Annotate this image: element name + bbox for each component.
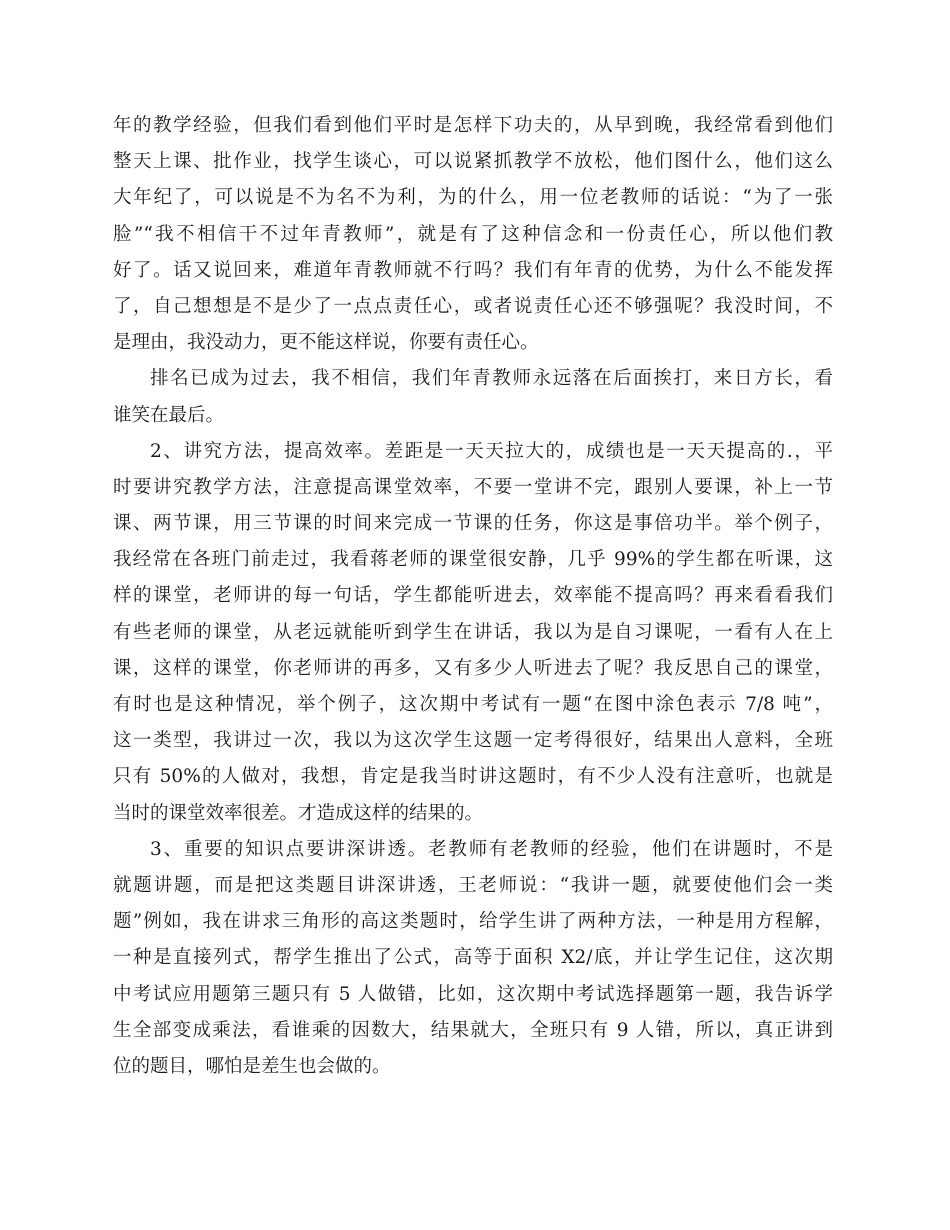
text-line: 样的课堂，老师讲的每一句话，学生都能听进去，效率能不提高吗？再来看看我们: [113, 585, 833, 607]
text-line: 这一类型，我讲过一次，我以为这次学生这题一定考得很好，结果出人意料，全班: [113, 730, 833, 752]
text-line: 大年纪了，可以说是不为名不为利，为的什么，用一位老教师的话说：“为了一张: [113, 187, 833, 209]
text-line: 中考试应用题第三题只有 5 人做错，比如，这次期中考试选择题第一题，我告诉学: [113, 983, 833, 1005]
text-line: 2、讲究方法，提高效率。差距是一天天拉大的，成绩也是一天天提高的.，平: [150, 440, 833, 462]
text-line: 3、重要的知识点要讲深讲透。老教师有老教师的经验，他们在讲题时，不是: [150, 838, 833, 860]
text-line: 课、两节课，用三节课的时间来完成一节课的任务，你这是事倍功半。举个例子，: [113, 513, 833, 535]
text-line: 整天上课、批作业，找学生谈心，可以说紧抓教学不放松，他们图什么，他们这么: [113, 151, 833, 173]
text-line: 课，这样的课堂，你老师讲的再多，又有多少人听进去了呢？我反思自己的课堂，: [113, 657, 833, 679]
text-line: 年的教学经验，但我们看到他们平时是怎样下功夫的，从早到晚，我经常看到他们: [113, 115, 833, 136]
text-line: 排名已成为过去，我不相信，我们年青教师永远落在后面挨打，来日方长，看: [150, 368, 833, 390]
text-line: 只有 50%的人做对，我想，肯定是我当时讲这题时，有不少人没有注意听，也就是: [113, 766, 833, 788]
text-line: 谁笑在最后。: [113, 404, 225, 426]
text-line: 有些老师的课堂，从老远就能听到学生在讲话，我以为是自习课呢，一看有人在上: [113, 621, 833, 643]
text-line: 位的题目，哪怕是差生也会做的。: [113, 1055, 391, 1077]
text-line: 题”例如，我在讲求三角形的高这类题时，给学生讲了两种方法，一种是用方程解，: [113, 911, 833, 933]
text-line: 当时的课堂效率很差。才造成这样的结果的。: [113, 802, 484, 824]
text-line: 生全部变成乘法，看谁乘的因数大，结果就大，全班只有 9 人错，所以，真正讲到: [113, 1019, 833, 1041]
text-line: 有时也是这种情况，举个例子，这次期中考试有一题“在图中涂色表示 7/8 吨”，: [113, 694, 833, 715]
text-line: 一种是直接列式，帮学生推出了公式，高等于面积 X2/底，并让学生记住，这次期: [113, 947, 833, 969]
body-text: [113, 108, 833, 1085]
text-line: 是理由，我没动力，更不能这样说，你要有责任心。: [113, 332, 539, 354]
text-line: 时要讲究教学方法，注意提高课堂效率，不要一堂讲不完，跟别人要课，补上一节: [113, 476, 833, 498]
text-line: 好了。话又说回来，难道年青教师就不行吗？我们有年青的优势，为什么不能发挥: [113, 259, 833, 281]
text-line: 了，自己想想是不是少了一点点责任心，或者说责任心还不够强呢？我没时间，不: [113, 295, 833, 317]
text-line: 脸”“我不相信干不过年青教师”，就是有了这种信念和一份责任心，所以他们教: [113, 223, 833, 245]
text-line: 就题讲题，而是把这类题目讲深讲透，王老师说：“我讲一题，就要使他们会一类: [113, 874, 833, 896]
text-line: 我经常在各班门前走过，我看蒋老师的课堂很安静，几乎 99%的学生都在听课，这: [113, 549, 833, 571]
